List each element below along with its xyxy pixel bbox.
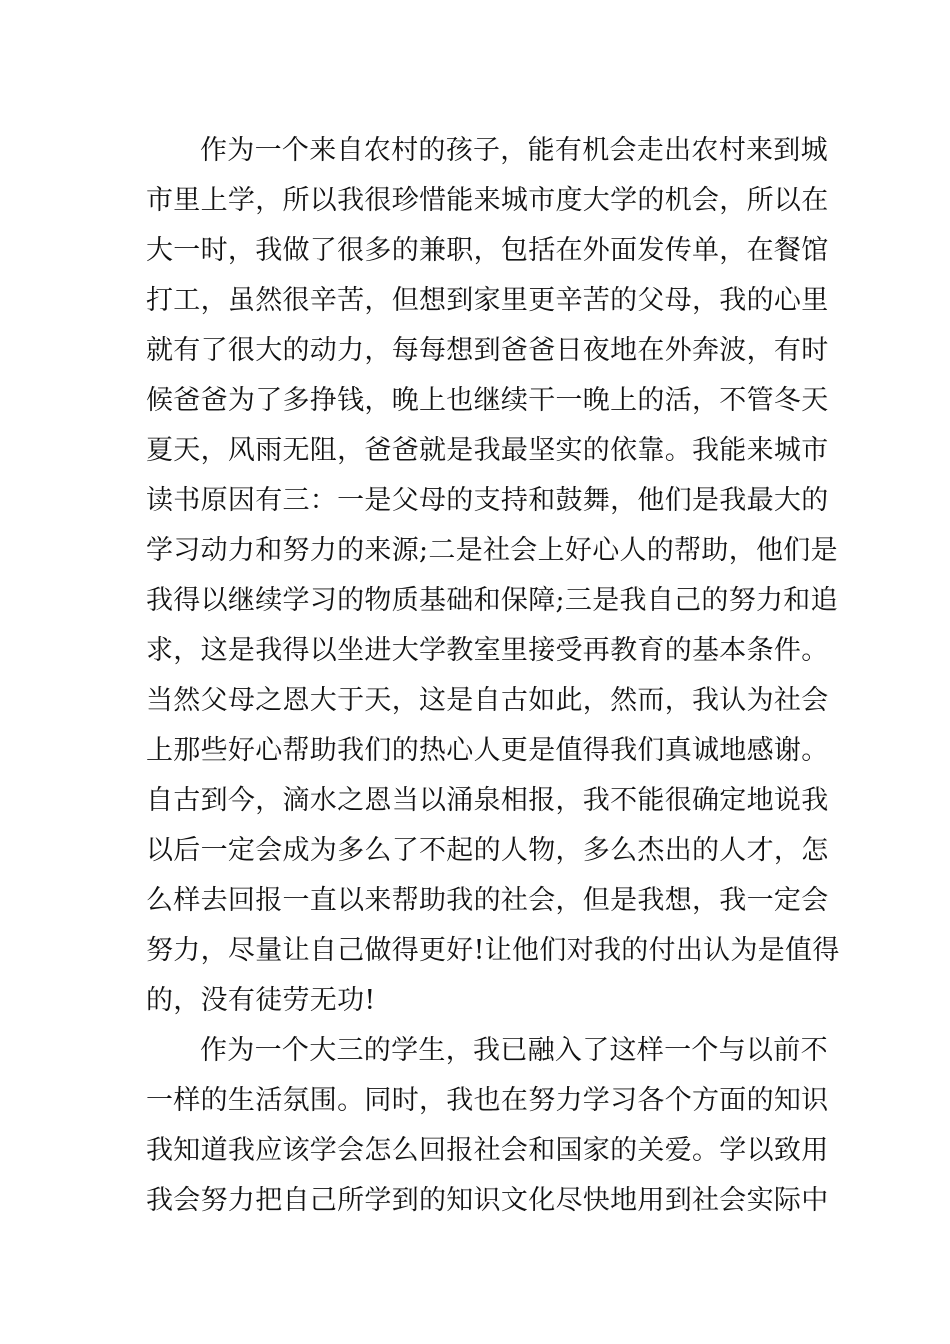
text-line: 作为一个大三的学生，我已融入了这样一个与以前不 (200, 1035, 828, 1066)
text-line: 夏天，风雨无阻，爸爸就是我最坚实的依靠。我能来城市 (146, 435, 829, 466)
text-line: 读书原因有三：一是父母的支持和鼓舞，他们是我最大的 (146, 485, 829, 516)
text-line: 就有了很大的动力，每每想到爸爸日夜地在外奔波，有时 (146, 335, 829, 366)
text-line: 的，没有徒劳无功! (146, 985, 376, 1016)
text-line: 以后一定会成为多么了不起的人物，多么杰出的人才，怎 (146, 835, 829, 866)
text-line: 市里上学，所以我很珍惜能来城市度大学的机会，所以在 (146, 185, 829, 216)
text-line: 么样去回报一直以来帮助我的社会，但是我想，我一定会 (146, 885, 829, 916)
text-line: 打工，虽然很辛苦，但想到家里更辛苦的父母，我的心里 (146, 285, 829, 316)
paragraph-1 (146, 126, 840, 1026)
text-line: 上那些好心帮助我们的热心人更是值得我们真诚地感谢。 (146, 735, 829, 766)
text-line: 努力，尽量让自己做得更好!让他们对我的付出认为是值得 (146, 935, 840, 966)
paragraph-2 (146, 1026, 829, 1226)
document-body (146, 126, 840, 1226)
text-line: 当然父母之恩大于天，这是自古如此，然而，我认为社会 (146, 685, 829, 716)
text-line: 学习动力和努力的来源;二是社会上好心人的帮助，他们是 (146, 535, 838, 566)
text-line: 大一时，我做了很多的兼职，包括在外面发传单，在餐馆 (146, 235, 829, 266)
text-line: 求，这是我得以坐进大学教室里接受再教育的基本条件。 (146, 635, 829, 666)
text-line: 一样的生活氛围。同时，我也在努力学习各个方面的知识 (146, 1085, 829, 1116)
text-line: 我会努力把自己所学到的知识文化尽快地用到社会实际中 (146, 1185, 829, 1216)
text-line: 作为一个来自农村的孩子，能有机会走出农村来到城 (200, 135, 828, 166)
text-line: 候爸爸为了多挣钱，晚上也继续干一晚上的活，不管冬天 (146, 385, 829, 416)
text-line: 自古到今，滴水之恩当以涌泉相报，我不能很确定地说我 (146, 785, 829, 816)
text-line: 我知道我应该学会怎么回报社会和国家的关爱。学以致用 (146, 1135, 829, 1166)
text-line: 我得以继续学习的物质基础和保障;三是我自己的努力和追 (146, 585, 838, 616)
